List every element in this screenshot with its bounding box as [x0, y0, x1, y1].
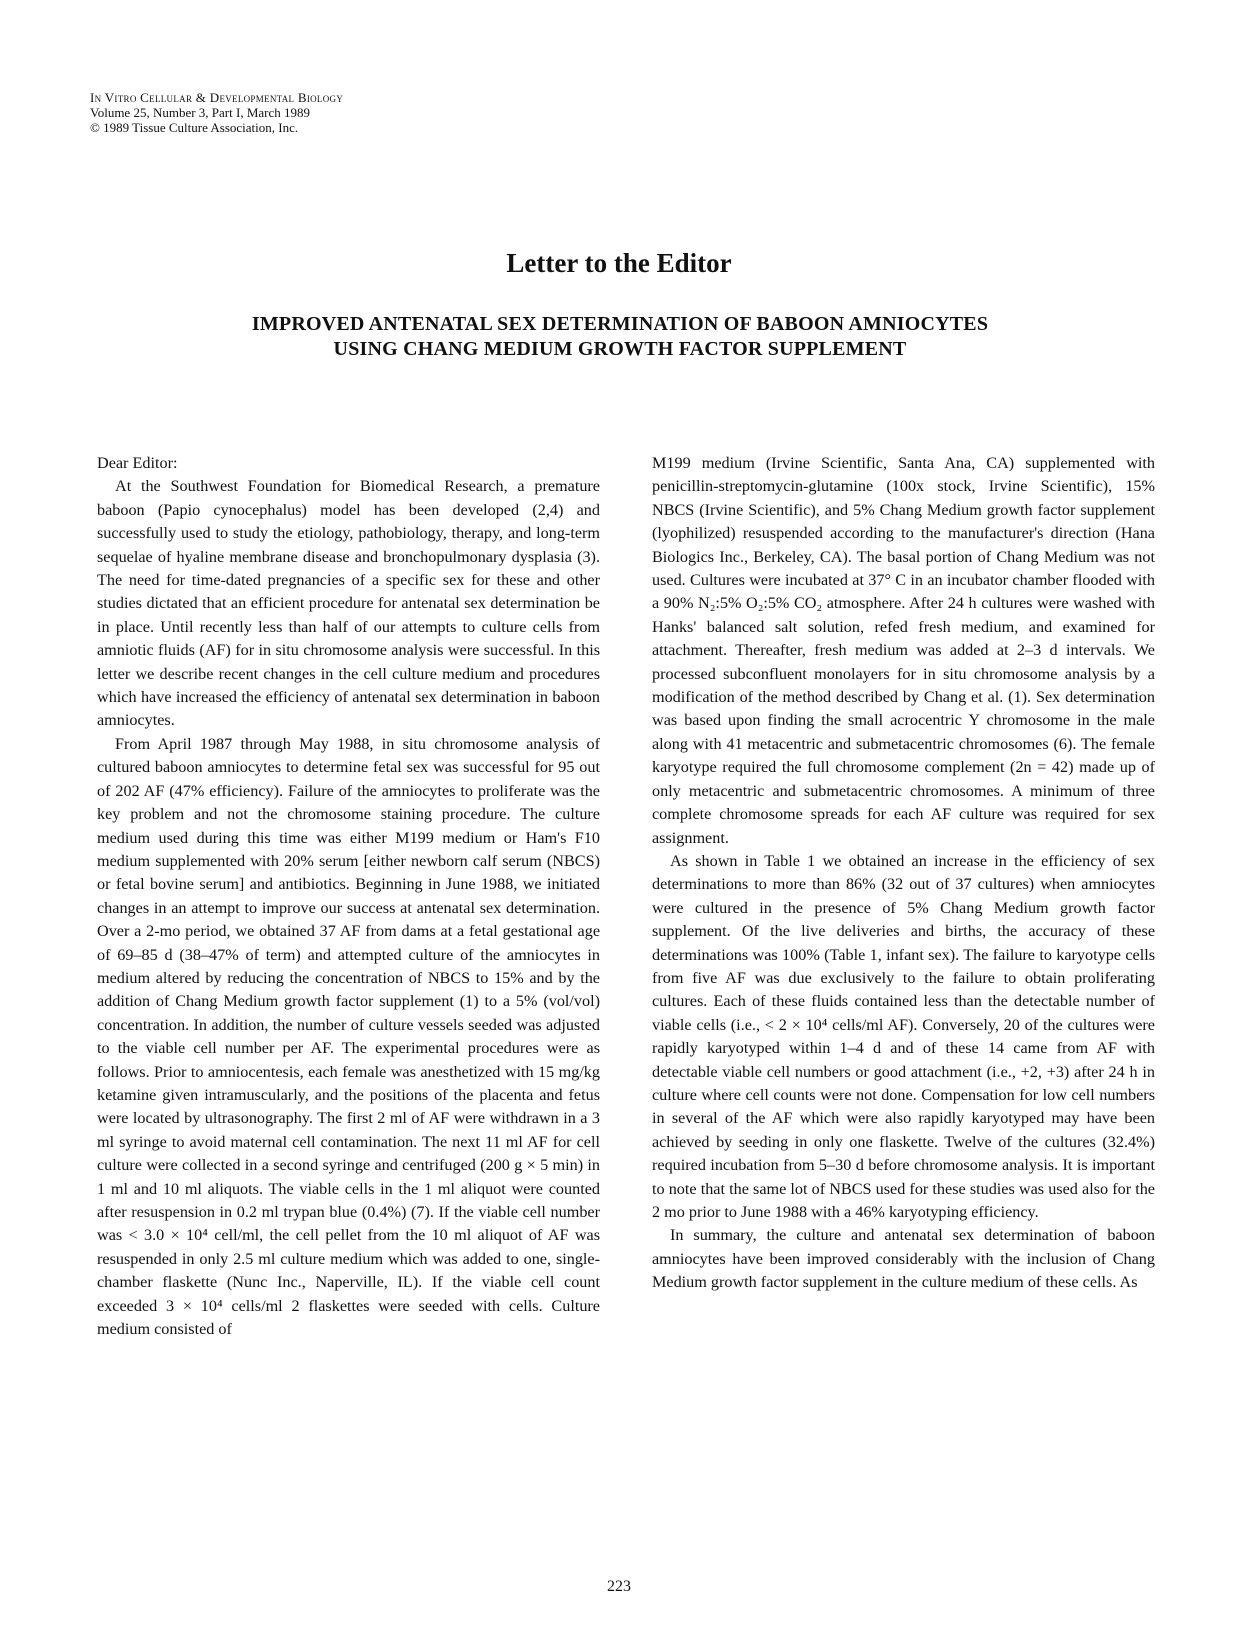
paragraph-1: At the Southwest Foundation for Biomedical Research, a premature baboon (Papio cynocephalus) model has been developed (2,4) and successfully used to study the etiology, pathobiology, therapy, and long-term sequelae of hyaline membrane disease and bronchopulmonary dysplasia (3). The need for time-dated pregnancies of a specific sex for these and other studies dictated that an efficient procedure for antenatal sex determination be in place. Until recently less than half of our attempts to culture cells from amniotic fluids (AF) for in situ chromosome analysis were successful. In this letter we describe recent changes in the cell culture medium and procedures which have increased the efficiency of antenatal sex determination in baboon amniocytes.: [97, 477, 600, 730]
journal-name: In Vitro Cellular & Developmental Biology: [90, 90, 344, 105]
salutation: Dear Editor:: [97, 454, 178, 472]
paragraph-4: As shown in Table 1 we obtained an increase in the efficiency of sex determinations to more than 86% (32 out of 37 cultures) when amniocytes were cultured in the presence of 5% Chang Medium growth factor supplement. Of the live deliveries and births, the accuracy of these determinations was 100% (Table 1, infant sex). The failure to karyotype cells from five AF was due exclusively to the failure to obtain proliferating cultures. Each of these fluids contained less than the detectable number of viable cells (i.e., < 2 × 10⁴ cells/ml AF). Conversely, 20 of the cultures were rapidly karyotyped within 1–4 d and of these 14 came from AF with detectable viable cell numbers or good attachment (i.e., +2, +3) after 24 h in culture where cell counts were not done. Compensation for low cell numbers in several of the AF which were also rapidly karyotyped may have been achieved by seeding in only one flaskette. Twelve of the cultures (32.4%) required incubation from 5–30 d before chromosome analysis. It is important to note that the same lot of NBCS used for these studies was used also for the 2 mo prior to June 1988 with a 46% karyotyping efficiency.: [652, 851, 1155, 1221]
paragraph-3: M199 medium (Irvine Scientific, Santa Ana, CA) supplemented with penicillin-streptomycin-glutamine (100x stock, Irvine Scientific), 15% NBCS (Irvine Scientific), and 5% Chang Medium growth factor supplement (lyophilized) resuspended according to the manufacturer's direction (Hana Biologics Inc., Berkeley, CA). The basal portion of Chang Medium was not used. Cultures were incubated at 37° C in an incubator chamber flooded with a 90% N₂:5% O₂:5% CO₂ atmosphere. After 24 h cultures were washed with Hanks' balanced salt solution, refed fresh medium, and examined for attachment. Thereafter, fresh medium was added at 2–3 d intervals. We processed subconfluent monolayers for in situ chromosome analysis by a modification of the method described by Chang et al. (1). Sex determination was based upon finding the small acrocentric Y chromosome in the male along with 41 metacentric and submetacentric chromosomes (6). The female karyotype required the full chromosome complement (2n = 42) made up of only metacentric and submetacentric chromosomes. A minimum of three complete chromosome spreads for each AF culture was required for sex assignment.: [652, 454, 1155, 847]
left-column: [97, 452, 600, 1341]
paragraph-2: From April 1987 through May 1988, in situ chromosome analysis of cultured baboon amniocytes to determine fetal sex was successful for 95 out of 202 AF (47% efficiency). Failure of the amniocytes to proliferate was the key problem and not the chromosome staining procedure. The culture medium used during this time was either M199 medium or Ham's F10 medium supplemented with 20% serum [either newborn calf serum (NBCS) or fetal bovine serum] and antibiotics. Beginning in June 1988, we initiated changes in an attempt to improve our success at antenatal sex determination. Over a 2-mo period, we obtained 37 AF from dams at a fetal gestational age of 69–85 d (38–47% of term) and attempted culture of the amniocytes in medium altered by reducing the concentration of NBCS to 15% and by the addition of Chang Medium growth factor supplement (1) to a 5% (vol/vol) concentration. In addition, the number of culture vessels seeded was adjusted to the viable cell number per AF. The experimental procedures were as follows. Prior to amniocentesis, each female was anesthetized with 15 mg/kg ketamine given intramuscularly, and the positions of the placenta and fetus were located by ultrasonography. The first 2 ml of AF were withdrawn in a 3 ml syringe to avoid maternal cell contamination. The next 11 ml AF for cell culture were collected in a second syringe and centrifuged (200 g × 5 min) in 1 ml and 10 ml aliquots. The viable cells in the 1 ml aliquot were counted after resuspension in 0.2 ml trypan blue (0.4%) (7). If the viable cell number was < 3.0 × 10⁴ cell/ml, the cell pellet from the 10 ml aliquot of AF was resuspended in only 2.5 ml culture medium which was added to one, single-chamber flaskette (Nunc Inc., Naperville, IL). If the viable cell count exceeded 3 × 10⁴ cells/ml 2 flaskettes were seeded with cells. Culture medium consisted of: [97, 734, 600, 1339]
article-title-line-2: USING CHANG MEDIUM GROWTH FACTOR SUPPLEMENT: [333, 338, 907, 360]
right-column: [652, 452, 1155, 1295]
journal-copyright: © 1989 Tissue Culture Association, Inc.: [90, 120, 299, 135]
journal-volume: Volume 25, Number 3, Part I, March 1989: [90, 105, 311, 120]
article-title-line-1: IMPROVED ANTENATAL SEX DETERMINATION OF BABOON AMNIOCYTES: [251, 313, 989, 335]
paragraph-5: In summary, the culture and antenatal sex determination of baboon amniocytes have been improved considerably with the inclusion of Chang Medium growth factor supplement in the culture medium of these cells. As: [652, 1226, 1155, 1292]
page-number: 223: [607, 1578, 631, 1595]
journal-header: [90, 90, 343, 135]
letter-title: Letter to the Editor: [506, 248, 732, 278]
article-title: [150, 312, 1090, 362]
